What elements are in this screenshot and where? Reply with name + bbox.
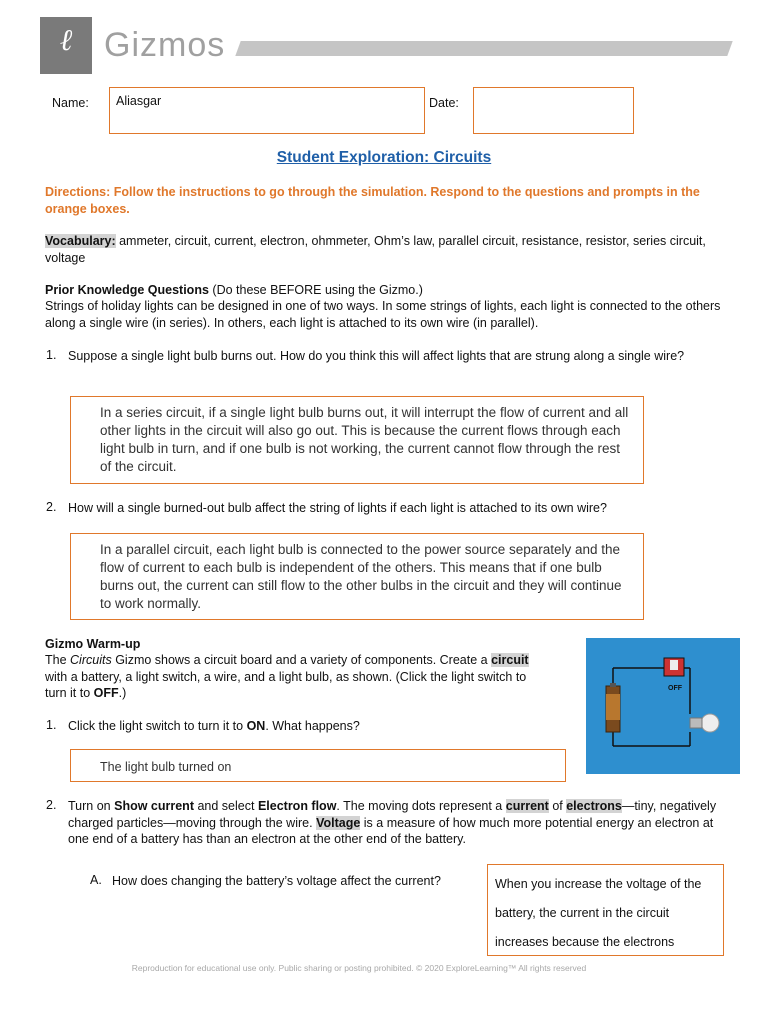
footer-copyright: Reproduction for educational use only. Public sharing or posting prohibited. © 2020 ExploreLearning™ All rights reserved xyxy=(131,963,587,973)
light-switch-icon xyxy=(664,658,684,692)
warmup-paragraph xyxy=(45,652,541,702)
off-keyword: OFF xyxy=(93,686,119,700)
name-field[interactable] xyxy=(109,87,425,134)
question-text: . What happens? xyxy=(265,719,360,733)
question-text: and select xyxy=(197,799,255,813)
vocabulary-list: ammeter, circuit, current, electron, ohmmeter, Ohm’s law, parallel circuit, resistance, resistor, series circuit, voltage xyxy=(45,234,706,265)
answer-1-text: In a series circuit, if a single light bulb burns out, it will interrupt the flow of current and all other lights in the circuit will also go out. This is because the current flows through each light bulb in turn, and if one bulb is not working, the current cannot flow through the rest of the circuit. xyxy=(100,405,629,474)
question-text: —tiny, negatively charged particles—moving through the wire. xyxy=(68,799,717,830)
answer-4-text: When you increase the voltage of the battery, the current in the circuit increases because the electrons xyxy=(495,877,702,949)
header-decorative-bar xyxy=(235,41,732,56)
gizmos-logo xyxy=(40,17,92,74)
question-1-text: Suppose a single light bulb burns out. How do you think this will affect lights that are strung along a single wire? xyxy=(68,349,685,363)
prior-knowledge-heading-line xyxy=(45,282,725,299)
question-text: Turn on xyxy=(68,799,111,813)
warmup-question-2 xyxy=(68,798,728,848)
page-title: Student Exploration: Circuits xyxy=(276,149,492,166)
sub-question-letter: A. xyxy=(90,873,102,887)
warmup-text: The xyxy=(45,653,67,667)
warmup-text: .) xyxy=(118,686,127,700)
prior-knowledge-intro: Strings of holiday lights can be designed in one of two ways. In some strings of lights, each light is connected to the others along a single wire (in series). In others, each light is attached to its own wire (in parallel). xyxy=(45,299,721,330)
date-field[interactable] xyxy=(473,87,634,134)
brand-title: Gizmos xyxy=(104,26,226,64)
circuit-svg xyxy=(586,638,740,774)
vocab-circuit: circuit xyxy=(491,653,529,667)
on-keyword: ON xyxy=(246,719,266,733)
question-2-text: How will a single burned-out bulb affect the string of lights if each light is attached to its own wire? xyxy=(68,501,607,515)
question-text: . The moving dots represent a xyxy=(336,799,503,813)
sub-question-a-text: How does changing the battery’s voltage affect the current? xyxy=(112,874,441,888)
answer-box-1[interactable] xyxy=(70,396,644,484)
vocabulary-label: Vocabulary: xyxy=(45,234,116,248)
question-number: 2. xyxy=(46,500,57,514)
warmup-text: Gizmo shows a circuit board and a variety of components. Create a xyxy=(115,653,488,667)
prior-knowledge-note: (Do these BEFORE using the Gizmo.) xyxy=(212,283,423,297)
name-value: Aliasgar xyxy=(116,94,162,108)
question-text: is a measure of how much more potential energy an electron at one end of a battery has than an electron at the other end of the battery. xyxy=(68,815,714,846)
show-current-keyword: Show current xyxy=(114,799,194,813)
prior-knowledge-heading: Prior Knowledge Questions xyxy=(45,283,209,297)
question-text: Click the light switch to turn it to xyxy=(68,719,244,733)
name-label: Name: xyxy=(52,96,89,110)
vocab-electrons: electrons xyxy=(566,799,622,813)
answer-3-text: The light bulb turned on xyxy=(100,760,232,774)
directions-text: Directions: Follow the instructions to go through the simulation. Respond to the questions and prompts in the orange boxes. xyxy=(45,185,700,216)
answer-box-4[interactable] xyxy=(487,864,724,956)
question-number: 1. xyxy=(46,718,57,732)
electron-flow-keyword: Electron flow xyxy=(257,799,337,813)
answer-box-2[interactable] xyxy=(70,533,644,620)
question-number: 2. xyxy=(46,798,57,812)
switch-label: OFF xyxy=(668,685,682,692)
gizmo-name: Circuits xyxy=(70,653,112,667)
date-label: Date: xyxy=(429,96,459,110)
answer-2-text: In a parallel circuit, each light bulb is connected to the power source separately and the flow of current to each bulb is independent of the others. This means that if one bulb burns out, the current can still flow to the other bulbs in the circuit and they will continue to work normally. xyxy=(100,542,622,611)
question-text: of xyxy=(552,799,563,813)
vocabulary-paragraph xyxy=(45,233,725,266)
warmup-heading: Gizmo Warm-up xyxy=(45,637,141,651)
vocab-voltage: Voltage xyxy=(316,815,361,830)
warmup-question-1 xyxy=(68,718,728,735)
answer-box-3[interactable] xyxy=(70,749,566,782)
circuit-diagram-image xyxy=(586,638,740,774)
vocab-current: current xyxy=(505,799,549,813)
logo-glyph: ℓ xyxy=(59,23,73,58)
warmup-text: with a battery, a light switch, a wire, and a light bulb, as shown. (Click the light switch to turn it to xyxy=(45,669,527,700)
question-number: 1. xyxy=(46,348,57,362)
